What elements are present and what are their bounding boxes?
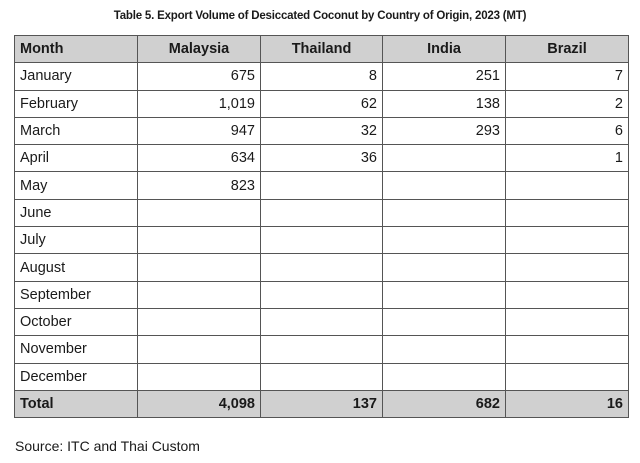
cell-malaysia <box>138 254 261 281</box>
cell-total-india: 682 <box>383 390 506 417</box>
cell-brazil <box>506 227 629 254</box>
table-row <box>15 117 629 144</box>
cell-india <box>383 336 506 363</box>
cell-month: February <box>15 90 138 117</box>
cell-brazil <box>506 172 629 199</box>
cell-india: 138 <box>383 90 506 117</box>
cell-brazil: 6 <box>506 117 629 144</box>
table-row <box>15 308 629 335</box>
cell-month: November <box>15 336 138 363</box>
cell-month: April <box>15 145 138 172</box>
cell-india <box>383 308 506 335</box>
cell-brazil <box>506 308 629 335</box>
cell-total-malaysia: 4,098 <box>138 390 261 417</box>
cell-brazil: 2 <box>506 90 629 117</box>
cell-brazil <box>506 254 629 281</box>
cell-thailand: 36 <box>261 145 383 172</box>
cell-brazil: 7 <box>506 63 629 90</box>
cell-malaysia: 675 <box>138 63 261 90</box>
cell-month: January <box>15 63 138 90</box>
cell-malaysia: 1,019 <box>138 90 261 117</box>
cell-month: October <box>15 308 138 335</box>
cell-thailand: 62 <box>261 90 383 117</box>
table-row <box>15 145 629 172</box>
export-volume-table <box>14 35 629 418</box>
cell-brazil <box>506 199 629 226</box>
table-row <box>15 363 629 390</box>
table-row <box>15 227 629 254</box>
cell-india <box>383 172 506 199</box>
cell-malaysia <box>138 363 261 390</box>
cell-thailand <box>261 227 383 254</box>
column-header-malaysia: Malaysia <box>138 36 261 63</box>
cell-brazil <box>506 281 629 308</box>
column-header-month: Month <box>15 36 138 63</box>
cell-brazil <box>506 363 629 390</box>
cell-thailand <box>261 308 383 335</box>
cell-malaysia: 947 <box>138 117 261 144</box>
cell-thailand <box>261 199 383 226</box>
cell-brazil: 1 <box>506 145 629 172</box>
cell-total-brazil: 16 <box>506 390 629 417</box>
cell-india <box>383 254 506 281</box>
cell-month: July <box>15 227 138 254</box>
table-row <box>15 254 629 281</box>
cell-india <box>383 227 506 254</box>
cell-month: December <box>15 363 138 390</box>
cell-month: September <box>15 281 138 308</box>
cell-thailand <box>261 363 383 390</box>
cell-malaysia <box>138 281 261 308</box>
cell-total-label: Total <box>15 390 138 417</box>
cell-india <box>383 363 506 390</box>
cell-india <box>383 145 506 172</box>
source-note: Source: ITC and Thai Custom <box>15 438 200 454</box>
cell-total-thailand: 137 <box>261 390 383 417</box>
cell-thailand <box>261 336 383 363</box>
cell-month: June <box>15 199 138 226</box>
cell-brazil <box>506 336 629 363</box>
cell-thailand <box>261 254 383 281</box>
table-header-row <box>15 36 629 63</box>
cell-malaysia: 634 <box>138 145 261 172</box>
cell-month: August <box>15 254 138 281</box>
cell-thailand: 32 <box>261 117 383 144</box>
cell-india <box>383 199 506 226</box>
cell-india: 251 <box>383 63 506 90</box>
cell-month: March <box>15 117 138 144</box>
cell-malaysia: 823 <box>138 172 261 199</box>
column-header-brazil: Brazil <box>506 36 629 63</box>
column-header-thailand: Thailand <box>261 36 383 63</box>
cell-thailand: 8 <box>261 63 383 90</box>
cell-thailand <box>261 172 383 199</box>
cell-malaysia <box>138 199 261 226</box>
cell-thailand <box>261 281 383 308</box>
cell-malaysia <box>138 336 261 363</box>
cell-india: 293 <box>383 117 506 144</box>
table-row <box>15 199 629 226</box>
table-row <box>15 90 629 117</box>
cell-malaysia <box>138 227 261 254</box>
table-row <box>15 63 629 90</box>
cell-malaysia <box>138 308 261 335</box>
column-header-india: India <box>383 36 506 63</box>
table-row <box>15 172 629 199</box>
table-row <box>15 336 629 363</box>
table-title: Table 5. Export Volume of Desiccated Coconut by Country of Origin, 2023 (MT) <box>113 10 527 22</box>
table-row <box>15 281 629 308</box>
total-row <box>15 390 629 417</box>
cell-india <box>383 281 506 308</box>
cell-month: May <box>15 172 138 199</box>
